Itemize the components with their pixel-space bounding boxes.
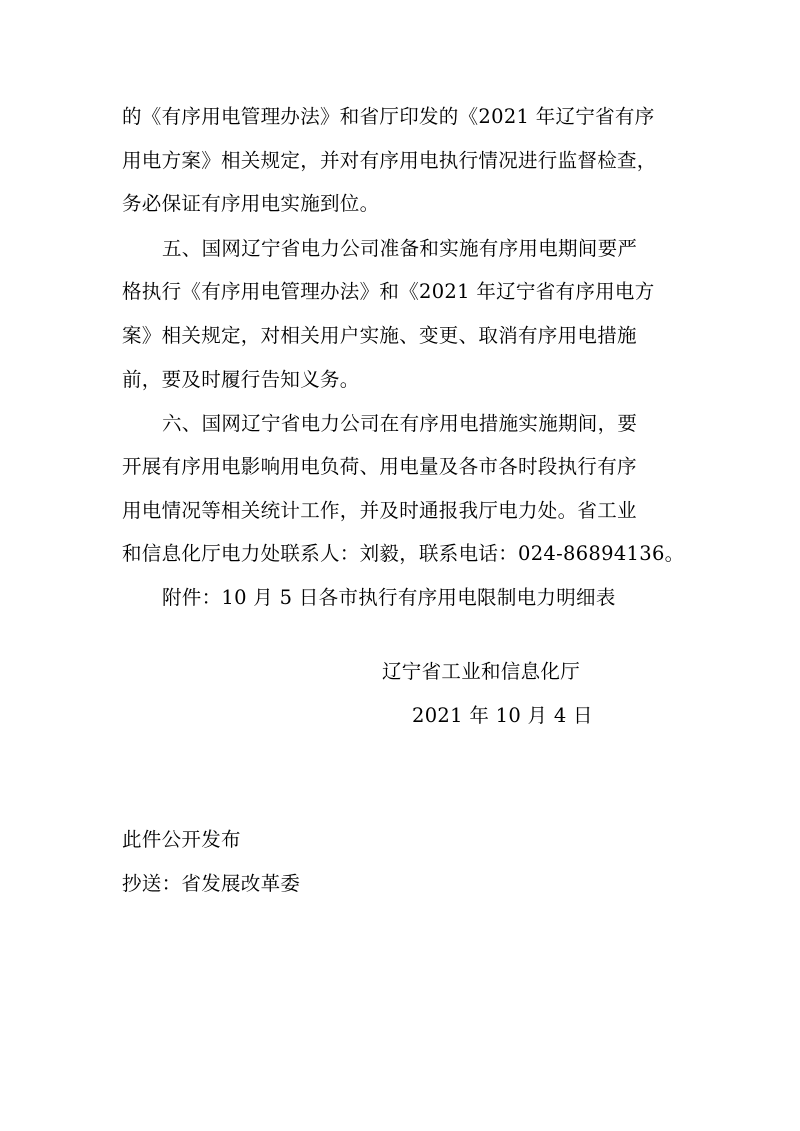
text-line: 案》相关规定，对相关用户实施、变更、取消有序用电措施 bbox=[122, 324, 637, 347]
text-line: 格执行《有序用电管理办法》和《2021 年辽宁省有序用电方 bbox=[122, 280, 655, 303]
text-line: 用电方案》相关规定，并对有序用电执行情况进行监督检查， bbox=[122, 149, 657, 172]
text-line: 六、国网辽宁省电力公司在有序用电措施实施期间，要 bbox=[162, 412, 638, 435]
text-line: 和信息化厅电力处联系人：刘毅，联系电话：024-86894136。 bbox=[122, 542, 685, 565]
attachment-line: 附件：10 月 5 日各市执行有序用电限制电力明细表 bbox=[162, 586, 616, 609]
text-line: 务必保证有序用电实施到位。 bbox=[122, 192, 380, 215]
text-line: 的《有序用电管理办法》和省厅印发的《2021 年辽宁省有序 bbox=[122, 105, 655, 128]
cc-line: 抄送：省发展改革委 bbox=[122, 872, 301, 895]
release-note: 此件公开发布 bbox=[122, 828, 241, 851]
text-line: 五、国网辽宁省电力公司准备和实施有序用电期间要严 bbox=[162, 237, 638, 260]
signature-organization: 辽宁省工业和信息化厅 bbox=[382, 660, 581, 683]
signature-date: 2021 年 10 月 4 日 bbox=[412, 704, 593, 727]
text-line: 用电情况等相关统计工作，并及时通报我厅电力处。省工业 bbox=[122, 499, 637, 522]
text-line: 前，要及时履行告知义务。 bbox=[122, 368, 360, 391]
text-line: 开展有序用电影响用电负荷、用电量及各市各时段执行有序 bbox=[122, 455, 637, 478]
